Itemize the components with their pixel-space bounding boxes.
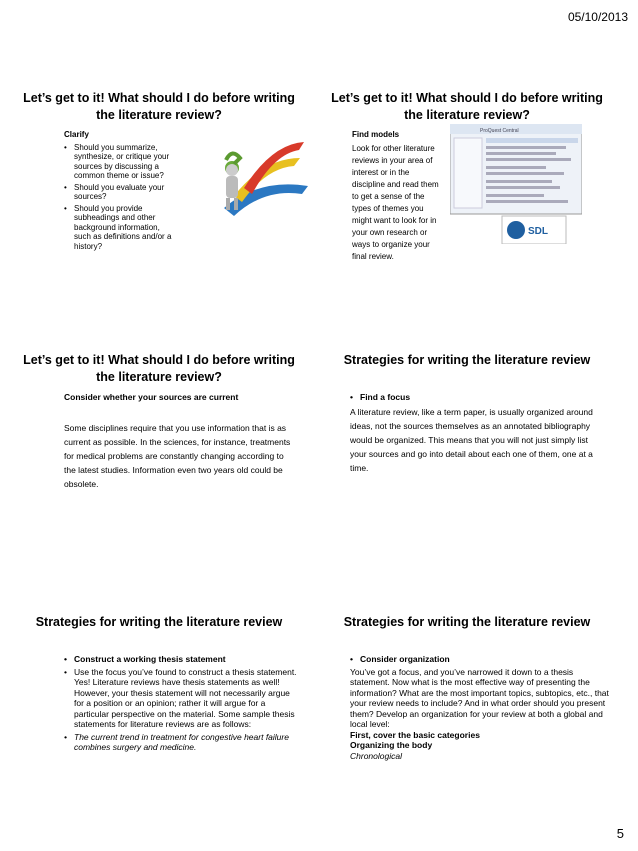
slide-body — [64, 654, 300, 755]
slide-title: Let’s get to it! What should I do before writing the literature review? — [331, 91, 603, 122]
slide-subhead: Find models — [352, 130, 400, 139]
slide-body — [350, 654, 610, 761]
slide-title: Let’s get to it! What should I do before writing the literature review? — [23, 91, 295, 122]
slide-line: Chronological — [350, 750, 402, 761]
bullet-list — [64, 654, 300, 753]
list-item: • Construct a working thesis statement — [64, 654, 300, 665]
slide-text: Look for other literature reviews in your area of interest or in the discipline and read them to get a sense of the types of themes you might want to look for in your own research or ways to organize your final review. — [352, 143, 439, 261]
slide-body — [352, 130, 442, 263]
list-item: • Should you provide subheadings and other background information, such as definitions and/or a history? — [64, 204, 174, 252]
slide-6 — [322, 584, 612, 816]
database-screenshot-image — [450, 124, 582, 244]
slide-title: Let’s get to it! What should I do before writing the literature review? — [23, 353, 295, 384]
page-number: 5 — [616, 826, 624, 841]
slide-body — [64, 130, 174, 253]
slide-subhead: Consider whether your sources are current — [64, 392, 239, 402]
slide-title: Strategies for writing the literature review — [343, 353, 591, 367]
slide-line: Organizing the body — [350, 740, 433, 750]
bullet-list — [64, 143, 174, 252]
slide-body — [64, 392, 292, 491]
list-item: • Use the focus you’ve found to construct a thesis statement. Yes! Literature reviews have thesis statements as well! However, your thesis statement will not necessarily argue for a position or an opinion; rather it will argue for a particular perspective on the material. Some sample thesis statements for literature reviews are as follows: — [64, 667, 300, 730]
list-item: • Should you evaluate your sources? — [64, 183, 174, 202]
slide-5 — [14, 584, 304, 816]
screenshot-title: ProQuest Central — [480, 128, 519, 134]
list-item: • Find a focus — [350, 392, 602, 403]
bullet-list — [350, 392, 602, 403]
slide-body — [350, 392, 602, 475]
slide-text: Some disciplines require that you use information that is as current as possible. In the sciences, for instance, treatments for medical problems are constantly changing according to the latest studies. Information even two years old could be obsolete. — [64, 422, 291, 489]
list-item: • The current trend in treatment for congestive heart failure combines surgery and medicine. — [64, 732, 300, 753]
slide-text: A literature review, like a term paper, is usually organized around ideas, not the sources themselves as an annotated bibliography would be organized. This means that you will not just simply list your sources and go into detail about each one of them, one at a time. — [350, 406, 593, 473]
logo-text: SDL — [528, 226, 548, 237]
page-date: 05/10/2013 — [567, 10, 628, 24]
slide-3 — [14, 322, 304, 554]
slide-subhead: Clarify — [64, 130, 89, 139]
slide-2 — [322, 60, 612, 292]
list-item: • Should you summarize, synthesize, or critique your sources by discussing a common theme or issue? — [64, 143, 174, 181]
slide-1 — [14, 60, 304, 292]
bullet-list — [350, 654, 610, 665]
slide-line: First, cover the basic categories — [350, 729, 480, 740]
slide-4 — [322, 322, 612, 554]
list-item: • Consider organization — [350, 654, 610, 665]
slide-text: You’ve got a focus, and you’ve narrowed it down to a thesis statement. Now what is the most effective way of presenting the information? What are the most important topics, subtopics, etc., that your review needs to include? And in what order should you present them? Develop an organization for your review at both a global and local level: — [350, 666, 609, 729]
question-figure-arrows-image — [204, 138, 314, 226]
slide-title: Strategies for writing the literature review — [343, 615, 591, 629]
slide-title: Strategies for writing the literature review — [35, 615, 283, 629]
